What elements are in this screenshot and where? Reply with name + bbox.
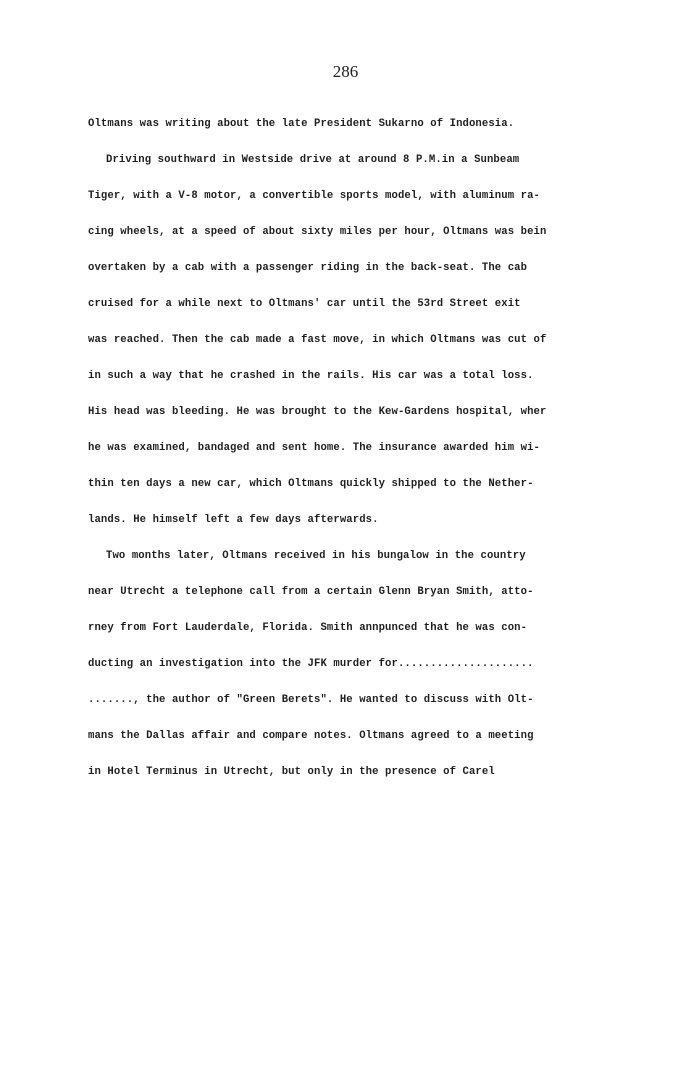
text-line: cing wheels, at a speed of about sixty miles per hour, Oltmans was bein	[88, 226, 547, 238]
page-number: 286	[332, 62, 359, 81]
text-line: in such a way that he crashed in the rails. His car was a total loss.	[88, 370, 534, 382]
text-line: near Utrecht a telephone call from a certain Glenn Bryan Smith, atto-	[88, 586, 534, 598]
text-line: Tiger, with a V-8 motor, a convertible sports model, with aluminum ra-	[88, 190, 541, 202]
text-line: cruised for a while next to Oltmans' car until the 53rd Street exit	[88, 298, 521, 310]
text-line: His head was bleeding. He was brought to the Kew-Gardens hospital, wher	[88, 406, 547, 418]
text-line: lands. He himself left a few days afterwards.	[88, 514, 379, 526]
text-line: Driving southward in Westside drive at around 8 P.M.in a Sunbeam	[106, 154, 520, 166]
text-line: ......., the author of "Green Berets". He wanted to discuss with Olt-	[88, 694, 534, 706]
text-line: mans the Dallas affair and compare notes. Oltmans agreed to a meeting	[88, 730, 534, 742]
text-line: in Hotel Terminus in Utrecht, but only in the presence of Carel	[88, 766, 495, 778]
text-line: Two months later, Oltmans received in his bungalow in the country	[106, 550, 526, 562]
text-line: Oltmans was writing about the late President Sukarno of Indonesia.	[88, 118, 515, 130]
text-line: he was examined, bandaged and sent home. The insurance awarded him wi-	[88, 442, 541, 454]
text-line: rney from Fort Lauderdale, Florida. Smith annpunced that he was con-	[88, 622, 528, 634]
text-line: thin ten days a new car, which Oltmans quickly shipped to the Nether-	[88, 478, 534, 490]
text-line: ducting an investigation into the JFK murder for.....................	[88, 658, 534, 670]
text-line: was reached. Then the cab made a fast move, in which Oltmans was cut of	[88, 334, 547, 346]
text-line: overtaken by a cab with a passenger riding in the back-seat. The cab	[88, 262, 528, 274]
